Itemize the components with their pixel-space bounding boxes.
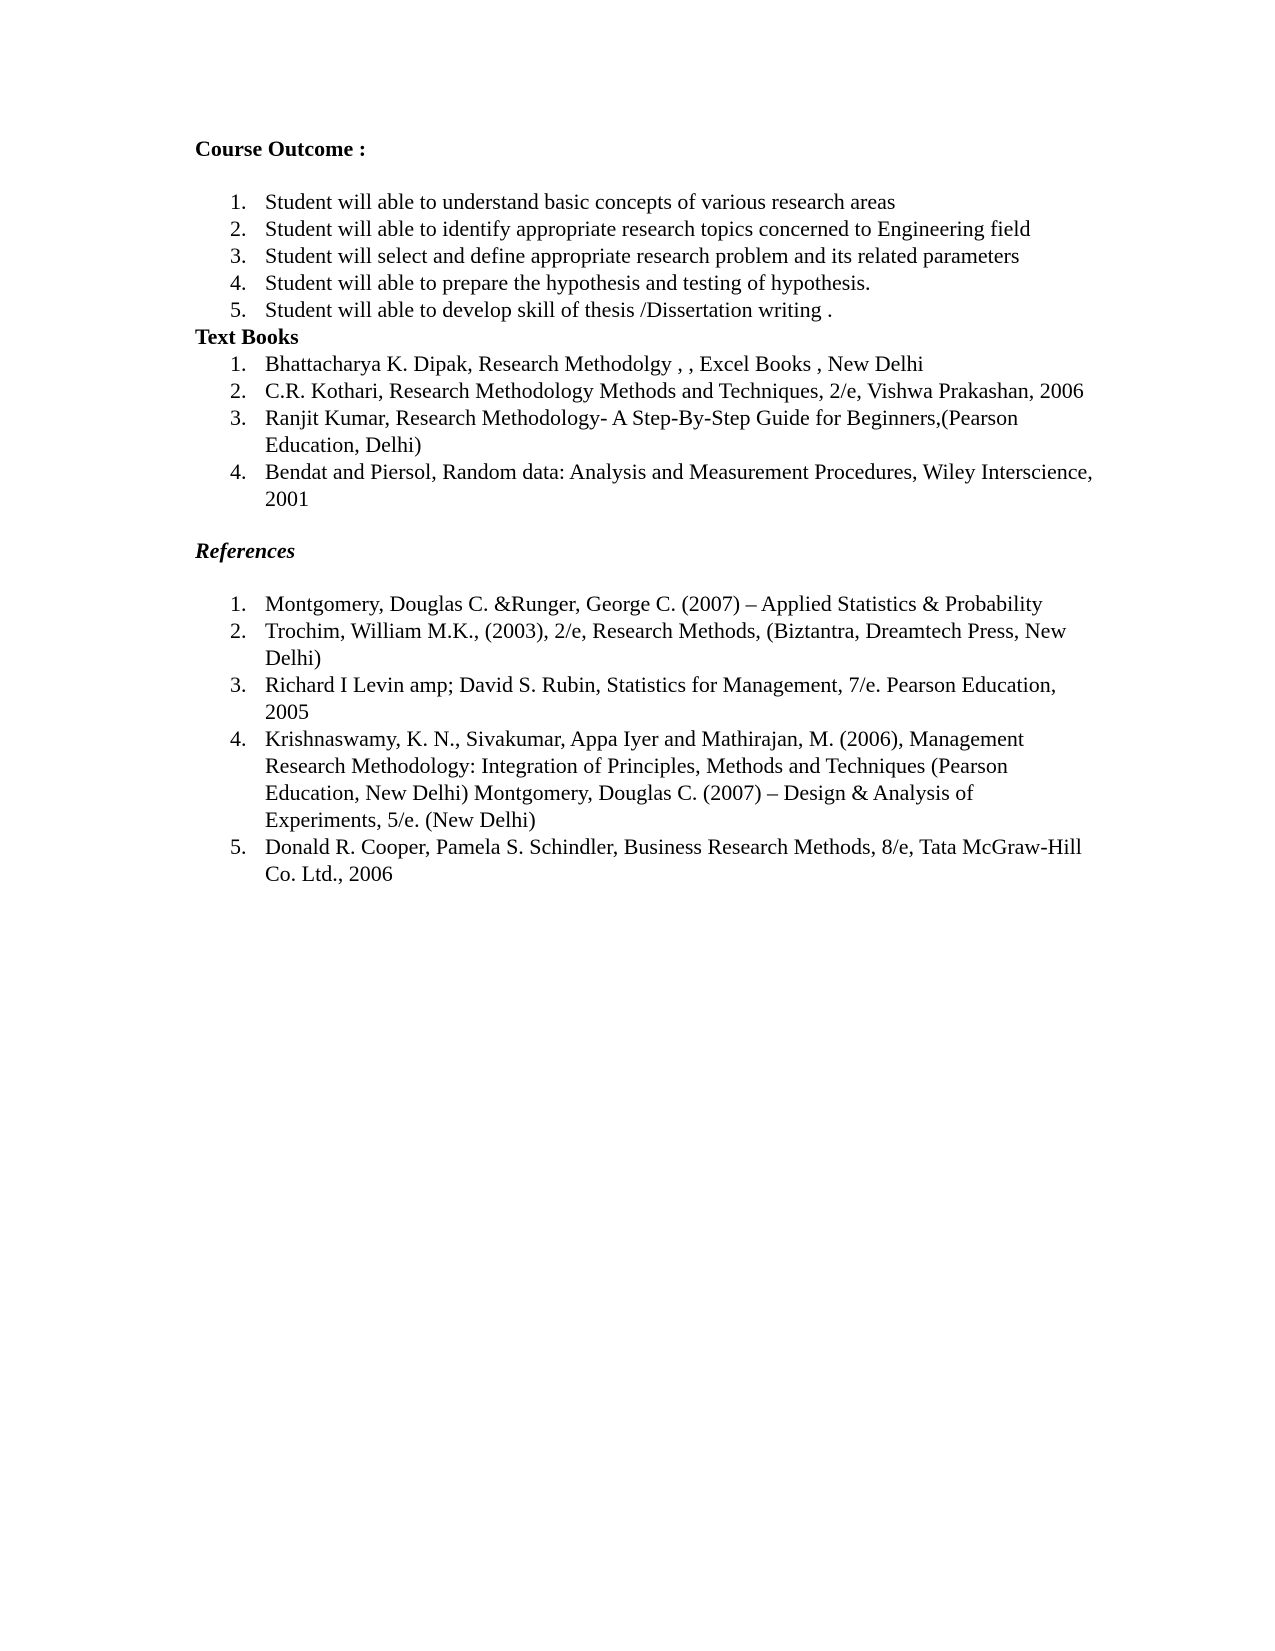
item-number: 4. xyxy=(230,270,247,295)
item-number: 3. xyxy=(230,672,247,697)
item-text: Ranjit Kumar, Research Methodology- A Step-By-Step Guide for Beginners,(Pearson Education, Delhi) xyxy=(265,405,1019,457)
list-item xyxy=(195,458,1095,512)
page-content xyxy=(195,135,1095,887)
list-item xyxy=(195,296,1095,323)
text-books-list xyxy=(195,350,1095,512)
list-item xyxy=(195,377,1095,404)
item-text: Student will able to identify appropriate research topics concerned to Engineering field xyxy=(265,216,1031,241)
item-text: C.R. Kothari, Research Methodology Methods and Techniques, 2/e, Vishwa Prakashan, 2006 xyxy=(265,378,1084,403)
item-number: 4. xyxy=(230,459,247,484)
item-text: Student will select and define appropriate research problem and its related parameters xyxy=(265,243,1020,268)
text-books-heading: Text Books xyxy=(195,324,299,349)
item-number: 5. xyxy=(230,297,247,322)
item-number: 2. xyxy=(230,378,247,403)
item-number: 1. xyxy=(230,591,247,616)
list-item xyxy=(195,242,1095,269)
references-list xyxy=(195,590,1095,887)
list-item xyxy=(195,590,1095,617)
item-number: 1. xyxy=(230,189,247,214)
list-item xyxy=(195,269,1095,296)
item-text: Bhattacharya K. Dipak, Research Methodolgy , , Excel Books , New Delhi xyxy=(265,351,924,376)
item-text: Donald R. Cooper, Pamela S. Schindler, Business Research Methods, 8/e, Tata McGraw-Hill Co. Ltd., 2006 xyxy=(265,834,1082,886)
item-number: 3. xyxy=(230,243,247,268)
list-item xyxy=(195,188,1095,215)
course-outcome-list xyxy=(195,188,1095,323)
item-text: Student will able to understand basic concepts of various research areas xyxy=(265,189,896,214)
item-text: Bendat and Piersol, Random data: Analysis and Measurement Procedures, Wiley Interscience, 2001 xyxy=(265,459,1093,511)
item-number: 5. xyxy=(230,834,247,859)
course-outcome-heading: Course Outcome : xyxy=(195,136,367,161)
item-text: Montgomery, Douglas C. &Runger, George C. (2007) – Applied Statistics & Probability xyxy=(265,591,1043,616)
list-item xyxy=(195,617,1095,671)
item-number: 2. xyxy=(230,216,247,241)
list-item xyxy=(195,671,1095,725)
item-text: Krishnaswamy, K. N., Sivakumar, Appa Iyer and Mathirajan, M. (2006), Management Research Methodology: Integration of Principles, Methods and Techniques (Pearson Education, New Delhi) Montgomery, Douglas C. (2007) – Design & Analysis of Experiments, 5/e. (New Delhi) xyxy=(265,726,1024,832)
item-text: Richard I Levin amp; David S. Rubin, Statistics for Management, 7/e. Pearson Education, 2005 xyxy=(265,672,1057,724)
item-text: Trochim, William M.K., (2003), 2/e, Research Methods, (Biztantra, Dreamtech Press, New Delhi) xyxy=(265,618,1067,670)
list-item xyxy=(195,404,1095,458)
item-number: 3. xyxy=(230,405,247,430)
list-item xyxy=(195,215,1095,242)
list-item xyxy=(195,725,1095,833)
list-item xyxy=(195,350,1095,377)
item-number: 1. xyxy=(230,351,247,376)
item-text: Student will able to prepare the hypothesis and testing of hypothesis. xyxy=(265,270,871,295)
list-item xyxy=(195,833,1095,887)
item-number: 4. xyxy=(230,726,247,751)
item-text: Student will able to develop skill of thesis /Dissertation writing . xyxy=(265,297,833,322)
references-heading: References xyxy=(195,538,296,563)
item-number: 2. xyxy=(230,618,247,643)
